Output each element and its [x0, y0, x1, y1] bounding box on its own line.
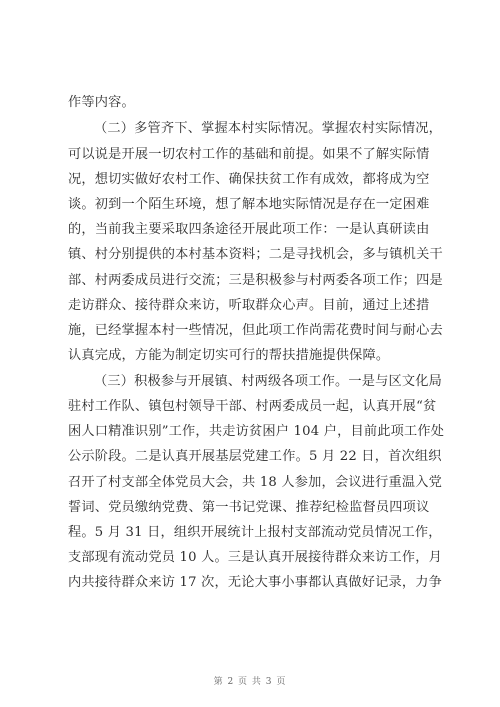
- text-line: 谈。初到一个陌生环境，想了解本地实际情况是存在一定困难: [68, 197, 430, 212]
- text-line: 内共接待群众来访 17 次，无论大事小事都认真做好记录，力争: [68, 575, 443, 590]
- text-line: 镇、村分别提供的本村基本资料；二是寻找机会，多与镇机关干: [68, 247, 443, 262]
- section-heading-line: （二）多管齐下、掌握本村实际情况。掌握农村实际情况，: [94, 121, 443, 136]
- text-line: 况，想切实做好农村工作、确保扶贫工作有成效，都将成为空: [68, 172, 430, 187]
- text-line: 作等内容。: [68, 95, 135, 110]
- section-heading-line: （三）积极参与开展镇、村两级各项工作。一是与区文化局: [94, 374, 443, 389]
- text-line: 召开了村支部全体党员大会，共 18 人参加，会议进行重温入党: [68, 475, 443, 490]
- text-line: 困人口精准识别”工作，共走访贫困户 104 户，目前此项工作处: [68, 424, 445, 439]
- text-line: 的，当前我主要采取四条途径开展此项工作：一是认真研读由: [68, 222, 430, 237]
- text-line: 认真完成，方能为制定切实可行的帮扶措施提供保障。: [68, 348, 390, 363]
- text-line: 誓词、党员缴纳党费、第一书记党课、推荐纪检监督员四项议: [68, 500, 430, 515]
- page-footer: 第 2 页 共 3 页: [213, 677, 287, 687]
- text-line: 驻村工作队、镇包村领导干部、村两委成员一起，认真开展“贫: [68, 399, 437, 414]
- text-line: 部、村两委成员进行交流；三是积极参与村两委各项工作；四是: [68, 273, 443, 288]
- text-line: 公示阶段。二是认真开展基层党建工作。5 月 22 日，首次组织: [68, 449, 442, 464]
- text-line: 走访群众、接待群众来访，听取群众心声。目前，通过上述措: [68, 298, 430, 313]
- text-line: 支部现有流动党员 10 人。三是认真开展接待群众来访工作，月: [68, 550, 443, 565]
- text-line: 施，已经掌握本村一些情况，但此项工作尚需花费时间与耐心去: [68, 323, 443, 338]
- text-line: 可以说是开展一切农村工作的基础和前提。如果不了解实际情: [68, 147, 430, 162]
- text-line: 程。5 月 31 日，组织开展统计上报村支部流动党员情况工作，: [68, 525, 442, 540]
